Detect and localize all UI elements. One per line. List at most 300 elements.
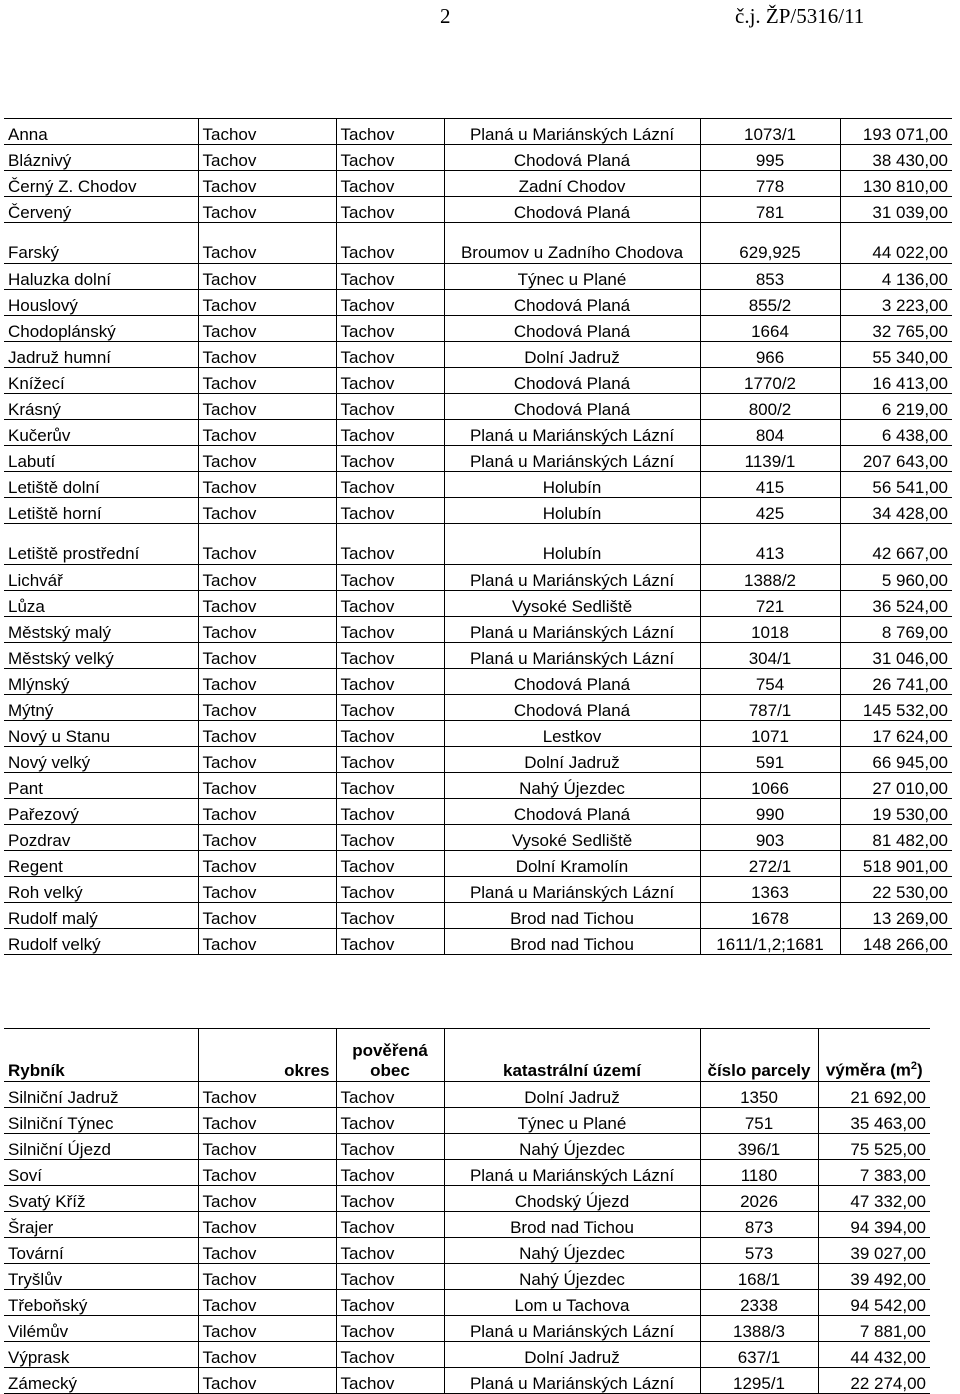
cell-pond-name: Farský bbox=[4, 223, 198, 264]
cell-area: 34 428,00 bbox=[840, 498, 952, 524]
cell-pond-name: Lůza bbox=[4, 591, 198, 617]
cell-cadastral-area: Nahý Újezdec bbox=[444, 1134, 700, 1160]
table-row bbox=[4, 825, 952, 851]
cell-parcel-number: 1388/2 bbox=[700, 565, 840, 591]
cell-cadastral-area: Holubín bbox=[444, 472, 700, 498]
cell-area: 75 525,00 bbox=[818, 1134, 930, 1160]
cell-district: Tachov bbox=[198, 773, 336, 799]
table-row bbox=[4, 643, 952, 669]
cell-municipality: Tachov bbox=[336, 1264, 444, 1290]
cell-pond-name: Regent bbox=[4, 851, 198, 877]
cell-municipality: Tachov bbox=[336, 929, 444, 955]
cell-parcel-number: 990 bbox=[700, 799, 840, 825]
table-row bbox=[4, 799, 952, 825]
cell-pond-name: Mýtný bbox=[4, 695, 198, 721]
cell-district: Tachov bbox=[198, 1264, 336, 1290]
cell-municipality: Tachov bbox=[336, 420, 444, 446]
cell-municipality: Tachov bbox=[336, 472, 444, 498]
cell-cadastral-area: Planá u Mariánských Lázní bbox=[444, 1160, 700, 1186]
cell-pond-name: Zámecký bbox=[4, 1368, 198, 1394]
cell-pond-name: Městský velký bbox=[4, 643, 198, 669]
cell-district: Tachov bbox=[198, 1160, 336, 1186]
cell-municipality: Tachov bbox=[336, 1186, 444, 1212]
cell-cadastral-area: Chodová Planá bbox=[444, 669, 700, 695]
table-row bbox=[4, 695, 952, 721]
cell-district: Tachov bbox=[198, 565, 336, 591]
ponds-table-2 bbox=[4, 1028, 930, 1394]
cell-area: 145 532,00 bbox=[840, 695, 952, 721]
cell-district: Tachov bbox=[198, 145, 336, 171]
cell-district: Tachov bbox=[198, 394, 336, 420]
cell-cadastral-area: Brod nad Tichou bbox=[444, 1212, 700, 1238]
cell-pond-name: Letiště prostřední bbox=[4, 524, 198, 565]
cell-district: Tachov bbox=[198, 721, 336, 747]
table-row bbox=[4, 1186, 930, 1212]
cell-municipality: Tachov bbox=[336, 773, 444, 799]
cell-cadastral-area: Lom u Tachova bbox=[444, 1290, 700, 1316]
cell-municipality: Tachov bbox=[336, 877, 444, 903]
cell-area: 47 332,00 bbox=[818, 1186, 930, 1212]
cell-district: Tachov bbox=[198, 851, 336, 877]
cell-pond-name: Městský malý bbox=[4, 617, 198, 643]
cell-area: 38 430,00 bbox=[840, 145, 952, 171]
cell-area: 44 432,00 bbox=[818, 1342, 930, 1368]
table-row bbox=[4, 591, 952, 617]
cell-cadastral-area: Planá u Mariánských Lázní bbox=[444, 1316, 700, 1342]
cell-parcel-number: 591 bbox=[700, 747, 840, 773]
cell-parcel-number: 304/1 bbox=[700, 643, 840, 669]
cell-pond-name: Silniční Újezd bbox=[4, 1134, 198, 1160]
cell-municipality: Tachov bbox=[336, 368, 444, 394]
cell-cadastral-area: Planá u Mariánských Lázní bbox=[444, 565, 700, 591]
cell-pond-name: Soví bbox=[4, 1160, 198, 1186]
cell-cadastral-area: Nahý Újezdec bbox=[444, 1264, 700, 1290]
cell-municipality: Tachov bbox=[336, 1082, 444, 1108]
cell-municipality: Tachov bbox=[336, 446, 444, 472]
cell-cadastral-area: Týnec u Plané bbox=[444, 264, 700, 290]
table-row bbox=[4, 617, 952, 643]
cell-district: Tachov bbox=[198, 1290, 336, 1316]
cell-area: 39 492,00 bbox=[818, 1264, 930, 1290]
cell-cadastral-area: Vysoké Sedliště bbox=[444, 825, 700, 851]
cell-pond-name: Vilémův bbox=[4, 1316, 198, 1342]
table-row bbox=[4, 1108, 930, 1134]
cell-municipality: Tachov bbox=[336, 524, 444, 565]
cell-area: 19 530,00 bbox=[840, 799, 952, 825]
cell-parcel-number: 1363 bbox=[700, 877, 840, 903]
cell-parcel-number: 903 bbox=[700, 825, 840, 851]
cell-municipality: Tachov bbox=[336, 1134, 444, 1160]
cell-municipality: Tachov bbox=[336, 1238, 444, 1264]
cell-district: Tachov bbox=[198, 1186, 336, 1212]
cell-area: 42 667,00 bbox=[840, 524, 952, 565]
cell-municipality: Tachov bbox=[336, 851, 444, 877]
col-header-cadastral-area: katastrální území bbox=[444, 1029, 700, 1082]
cell-area: 31 039,00 bbox=[840, 197, 952, 223]
cell-district: Tachov bbox=[198, 877, 336, 903]
cell-area: 207 643,00 bbox=[840, 446, 952, 472]
cell-parcel-number: 751 bbox=[700, 1108, 818, 1134]
table-row bbox=[4, 1290, 930, 1316]
cell-parcel-number: 272/1 bbox=[700, 851, 840, 877]
cell-parcel-number: 1018 bbox=[700, 617, 840, 643]
document-reference: č.j. ŽP/5316/11 bbox=[735, 4, 865, 28]
cell-municipality: Tachov bbox=[336, 721, 444, 747]
cell-pond-name: Červený bbox=[4, 197, 198, 223]
cell-pond-name: Černý Z. Chodov bbox=[4, 171, 198, 197]
table-row bbox=[4, 145, 952, 171]
cell-municipality: Tachov bbox=[336, 669, 444, 695]
cell-cadastral-area: Dolní Jadruž bbox=[444, 1082, 700, 1108]
cell-area: 8 769,00 bbox=[840, 617, 952, 643]
cell-district: Tachov bbox=[198, 498, 336, 524]
cell-municipality: Tachov bbox=[336, 119, 444, 145]
cell-parcel-number: 1664 bbox=[700, 316, 840, 342]
table-row bbox=[4, 903, 952, 929]
cell-district: Tachov bbox=[198, 264, 336, 290]
cell-parcel-number: 396/1 bbox=[700, 1134, 818, 1160]
cell-district: Tachov bbox=[198, 368, 336, 394]
cell-parcel-number: 853 bbox=[700, 264, 840, 290]
cell-parcel-number: 1180 bbox=[700, 1160, 818, 1186]
cell-pond-name: Rudolf velký bbox=[4, 929, 198, 955]
col-header-municipality: pověřená obec bbox=[336, 1029, 444, 1082]
cell-district: Tachov bbox=[198, 342, 336, 368]
cell-municipality: Tachov bbox=[336, 643, 444, 669]
cell-municipality: Tachov bbox=[336, 1108, 444, 1134]
cell-cadastral-area: Broumov u Zadního Chodova bbox=[444, 223, 700, 264]
cell-area: 17 624,00 bbox=[840, 721, 952, 747]
cell-area: 5 960,00 bbox=[840, 565, 952, 591]
cell-parcel-number: 425 bbox=[700, 498, 840, 524]
table-row bbox=[4, 1368, 930, 1394]
cell-pond-name: Šrajer bbox=[4, 1212, 198, 1238]
cell-area: 21 692,00 bbox=[818, 1082, 930, 1108]
cell-cadastral-area: Chodová Planá bbox=[444, 799, 700, 825]
cell-district: Tachov bbox=[198, 1342, 336, 1368]
cell-district: Tachov bbox=[198, 799, 336, 825]
col-header-parcel-number: číslo parcely bbox=[700, 1029, 818, 1082]
cell-municipality: Tachov bbox=[336, 695, 444, 721]
cell-district: Tachov bbox=[198, 1368, 336, 1394]
cell-pond-name: Lichvář bbox=[4, 565, 198, 591]
cell-district: Tachov bbox=[198, 1082, 336, 1108]
cell-cadastral-area: Lestkov bbox=[444, 721, 700, 747]
area-unit-exponent: 2 bbox=[910, 1060, 917, 1073]
cell-parcel-number: 1139/1 bbox=[700, 446, 840, 472]
cell-pond-name: Tryšlův bbox=[4, 1264, 198, 1290]
table-row bbox=[4, 1238, 930, 1264]
cell-pond-name: Silniční Jadruž bbox=[4, 1082, 198, 1108]
cell-district: Tachov bbox=[198, 223, 336, 264]
cell-district: Tachov bbox=[198, 617, 336, 643]
cell-pond-name: Houslový bbox=[4, 290, 198, 316]
cell-cadastral-area: Dolní Jadruž bbox=[444, 747, 700, 773]
table-row bbox=[4, 223, 952, 264]
cell-municipality: Tachov bbox=[336, 1160, 444, 1186]
table-row bbox=[4, 498, 952, 524]
cell-cadastral-area: Brod nad Tichou bbox=[444, 929, 700, 955]
table-row bbox=[4, 721, 952, 747]
cell-area: 148 266,00 bbox=[840, 929, 952, 955]
cell-parcel-number: 966 bbox=[700, 342, 840, 368]
cell-parcel-number: 855/2 bbox=[700, 290, 840, 316]
cell-parcel-number: 415 bbox=[700, 472, 840, 498]
cell-district: Tachov bbox=[198, 1238, 336, 1264]
cell-area: 66 945,00 bbox=[840, 747, 952, 773]
cell-pond-name: Roh velký bbox=[4, 877, 198, 903]
cell-cadastral-area: Chodová Planá bbox=[444, 290, 700, 316]
cell-district: Tachov bbox=[198, 290, 336, 316]
cell-cadastral-area: Brod nad Tichou bbox=[444, 903, 700, 929]
cell-area: 81 482,00 bbox=[840, 825, 952, 851]
table-row bbox=[4, 119, 952, 145]
table-row bbox=[4, 342, 952, 368]
cell-pond-name: Silniční Týnec bbox=[4, 1108, 198, 1134]
cell-area: 6 438,00 bbox=[840, 420, 952, 446]
cell-district: Tachov bbox=[198, 669, 336, 695]
cell-cadastral-area: Chodová Planá bbox=[444, 394, 700, 420]
cell-cadastral-area: Chodová Planá bbox=[444, 316, 700, 342]
table-row bbox=[4, 851, 952, 877]
cell-municipality: Tachov bbox=[336, 565, 444, 591]
cell-cadastral-area: Holubín bbox=[444, 524, 700, 565]
cell-district: Tachov bbox=[198, 591, 336, 617]
table-row bbox=[4, 524, 952, 565]
cell-district: Tachov bbox=[198, 643, 336, 669]
table-header-row bbox=[4, 1029, 930, 1082]
cell-district: Tachov bbox=[198, 446, 336, 472]
cell-district: Tachov bbox=[198, 825, 336, 851]
table-row bbox=[4, 565, 952, 591]
cell-pond-name: Chodoplánský bbox=[4, 316, 198, 342]
cell-pond-name: Knížecí bbox=[4, 368, 198, 394]
cell-cadastral-area: Týnec u Plané bbox=[444, 1108, 700, 1134]
cell-parcel-number: 1350 bbox=[700, 1082, 818, 1108]
cell-parcel-number: 1066 bbox=[700, 773, 840, 799]
cell-pond-name: Nový velký bbox=[4, 747, 198, 773]
table-row bbox=[4, 877, 952, 903]
cell-area: 35 463,00 bbox=[818, 1108, 930, 1134]
cell-municipality: Tachov bbox=[336, 145, 444, 171]
cell-area: 56 541,00 bbox=[840, 472, 952, 498]
cell-area: 44 022,00 bbox=[840, 223, 952, 264]
cell-district: Tachov bbox=[198, 420, 336, 446]
table-row bbox=[4, 171, 952, 197]
cell-cadastral-area: Planá u Mariánských Lázní bbox=[444, 446, 700, 472]
cell-parcel-number: 573 bbox=[700, 1238, 818, 1264]
cell-area: 94 394,00 bbox=[818, 1212, 930, 1238]
cell-area: 7 383,00 bbox=[818, 1160, 930, 1186]
cell-district: Tachov bbox=[198, 1134, 336, 1160]
table-row bbox=[4, 446, 952, 472]
table-row bbox=[4, 1212, 930, 1238]
cell-parcel-number: 1611/1,2;1681 bbox=[700, 929, 840, 955]
cell-district: Tachov bbox=[198, 695, 336, 721]
table-row bbox=[4, 929, 952, 955]
cell-municipality: Tachov bbox=[336, 342, 444, 368]
cell-area: 22 530,00 bbox=[840, 877, 952, 903]
cell-district: Tachov bbox=[198, 472, 336, 498]
table-row bbox=[4, 316, 952, 342]
cell-cadastral-area: Planá u Mariánských Lázní bbox=[444, 643, 700, 669]
cell-area: 13 269,00 bbox=[840, 903, 952, 929]
cell-pond-name: Letiště dolní bbox=[4, 472, 198, 498]
table-row bbox=[4, 264, 952, 290]
cell-cadastral-area: Dolní Jadruž bbox=[444, 342, 700, 368]
cell-parcel-number: 873 bbox=[700, 1212, 818, 1238]
cell-pond-name: Kučerův bbox=[4, 420, 198, 446]
cell-cadastral-area: Planá u Mariánských Lázní bbox=[444, 877, 700, 903]
table-row bbox=[4, 368, 952, 394]
cell-district: Tachov bbox=[198, 1108, 336, 1134]
cell-cadastral-area: Dolní Jadruž bbox=[444, 1342, 700, 1368]
table-row bbox=[4, 394, 952, 420]
table-row bbox=[4, 1342, 930, 1368]
cell-parcel-number: 1071 bbox=[700, 721, 840, 747]
cell-pond-name: Tovární bbox=[4, 1238, 198, 1264]
cell-district: Tachov bbox=[198, 119, 336, 145]
cell-parcel-number: 754 bbox=[700, 669, 840, 695]
cell-cadastral-area: Chodová Planá bbox=[444, 695, 700, 721]
table-row bbox=[4, 669, 952, 695]
cell-cadastral-area: Planá u Mariánských Lázní bbox=[444, 420, 700, 446]
cell-municipality: Tachov bbox=[336, 617, 444, 643]
cell-parcel-number: 800/2 bbox=[700, 394, 840, 420]
cell-municipality: Tachov bbox=[336, 316, 444, 342]
table-row bbox=[4, 197, 952, 223]
cell-area: 6 219,00 bbox=[840, 394, 952, 420]
cell-municipality: Tachov bbox=[336, 223, 444, 264]
cell-municipality: Tachov bbox=[336, 1342, 444, 1368]
cell-parcel-number: 413 bbox=[700, 524, 840, 565]
cell-area: 55 340,00 bbox=[840, 342, 952, 368]
table-row bbox=[4, 747, 952, 773]
cell-pond-name: Jadruž humní bbox=[4, 342, 198, 368]
cell-area: 3 223,00 bbox=[840, 290, 952, 316]
cell-district: Tachov bbox=[198, 1316, 336, 1342]
cell-area: 36 524,00 bbox=[840, 591, 952, 617]
cell-pond-name: Pařezový bbox=[4, 799, 198, 825]
table-row bbox=[4, 1082, 930, 1108]
table-row bbox=[4, 1264, 930, 1290]
cell-area: 31 046,00 bbox=[840, 643, 952, 669]
cell-area: 32 765,00 bbox=[840, 316, 952, 342]
cell-cadastral-area: Planá u Mariánských Lázní bbox=[444, 617, 700, 643]
col-header-district: okres bbox=[198, 1029, 336, 1082]
cell-cadastral-area: Planá u Mariánských Lázní bbox=[444, 1368, 700, 1394]
page-number: 2 bbox=[440, 4, 451, 28]
cell-municipality: Tachov bbox=[336, 1316, 444, 1342]
cell-parcel-number: 1295/1 bbox=[700, 1368, 818, 1394]
cell-area: 518 901,00 bbox=[840, 851, 952, 877]
cell-cadastral-area: Holubín bbox=[444, 498, 700, 524]
cell-area: 16 413,00 bbox=[840, 368, 952, 394]
cell-municipality: Tachov bbox=[336, 498, 444, 524]
cell-cadastral-area: Chodský Újezd bbox=[444, 1186, 700, 1212]
cell-pond-name: Haluzka dolní bbox=[4, 264, 198, 290]
cell-cadastral-area: Zadní Chodov bbox=[444, 171, 700, 197]
cell-district: Tachov bbox=[198, 1212, 336, 1238]
cell-cadastral-area: Chodová Planá bbox=[444, 197, 700, 223]
cell-area: 94 542,00 bbox=[818, 1290, 930, 1316]
cell-parcel-number: 1770/2 bbox=[700, 368, 840, 394]
table-row bbox=[4, 773, 952, 799]
cell-area: 193 071,00 bbox=[840, 119, 952, 145]
cell-pond-name: Letiště horní bbox=[4, 498, 198, 524]
cell-cadastral-area: Nahý Újezdec bbox=[444, 1238, 700, 1264]
table-row bbox=[4, 290, 952, 316]
cell-pond-name: Labutí bbox=[4, 446, 198, 472]
cell-municipality: Tachov bbox=[336, 1212, 444, 1238]
cell-municipality: Tachov bbox=[336, 825, 444, 851]
cell-pond-name: Pant bbox=[4, 773, 198, 799]
cell-pond-name: Výprask bbox=[4, 1342, 198, 1368]
cell-parcel-number: 804 bbox=[700, 420, 840, 446]
cell-cadastral-area: Chodová Planá bbox=[444, 368, 700, 394]
cell-parcel-number: 721 bbox=[700, 591, 840, 617]
cell-cadastral-area: Vysoké Sedliště bbox=[444, 591, 700, 617]
table-row bbox=[4, 1316, 930, 1342]
col-header-area bbox=[818, 1029, 930, 1082]
cell-pond-name: Nový u Stanu bbox=[4, 721, 198, 747]
cell-pond-name: Anna bbox=[4, 119, 198, 145]
cell-parcel-number: 1388/3 bbox=[700, 1316, 818, 1342]
cell-parcel-number: 787/1 bbox=[700, 695, 840, 721]
cell-parcel-number: 1678 bbox=[700, 903, 840, 929]
cell-area: 27 010,00 bbox=[840, 773, 952, 799]
table-row bbox=[4, 472, 952, 498]
cell-parcel-number: 629,925 bbox=[700, 223, 840, 264]
cell-municipality: Tachov bbox=[336, 394, 444, 420]
cell-pond-name: Třeboňský bbox=[4, 1290, 198, 1316]
cell-parcel-number: 781 bbox=[700, 197, 840, 223]
cell-parcel-number: 778 bbox=[700, 171, 840, 197]
cell-district: Tachov bbox=[198, 171, 336, 197]
cell-municipality: Tachov bbox=[336, 591, 444, 617]
cell-pond-name: Rudolf malý bbox=[4, 903, 198, 929]
cell-municipality: Tachov bbox=[336, 799, 444, 825]
cell-district: Tachov bbox=[198, 524, 336, 565]
cell-municipality: Tachov bbox=[336, 903, 444, 929]
cell-cadastral-area: Chodová Planá bbox=[444, 145, 700, 171]
cell-parcel-number: 995 bbox=[700, 145, 840, 171]
cell-cadastral-area: Nahý Újezdec bbox=[444, 773, 700, 799]
cell-parcel-number: 1073/1 bbox=[700, 119, 840, 145]
cell-municipality: Tachov bbox=[336, 1368, 444, 1394]
cell-pond-name: Svatý Kříž bbox=[4, 1186, 198, 1212]
cell-district: Tachov bbox=[198, 197, 336, 223]
cell-cadastral-area: Dolní Kramolín bbox=[444, 851, 700, 877]
ponds-table-continued bbox=[4, 118, 952, 955]
cell-district: Tachov bbox=[198, 316, 336, 342]
cell-district: Tachov bbox=[198, 903, 336, 929]
cell-municipality: Tachov bbox=[336, 171, 444, 197]
cell-area: 4 136,00 bbox=[840, 264, 952, 290]
cell-district: Tachov bbox=[198, 747, 336, 773]
cell-municipality: Tachov bbox=[336, 264, 444, 290]
table-row bbox=[4, 1134, 930, 1160]
cell-municipality: Tachov bbox=[336, 197, 444, 223]
cell-municipality: Tachov bbox=[336, 1290, 444, 1316]
cell-area: 26 741,00 bbox=[840, 669, 952, 695]
area-label: výměra (m bbox=[825, 1061, 911, 1080]
cell-parcel-number: 637/1 bbox=[700, 1342, 818, 1368]
cell-pond-name: Bláznivý bbox=[4, 145, 198, 171]
cell-pond-name: Krásný bbox=[4, 394, 198, 420]
cell-cadastral-area: Planá u Mariánských Lázní bbox=[444, 119, 700, 145]
col-header-pond: Rybník bbox=[4, 1029, 198, 1082]
